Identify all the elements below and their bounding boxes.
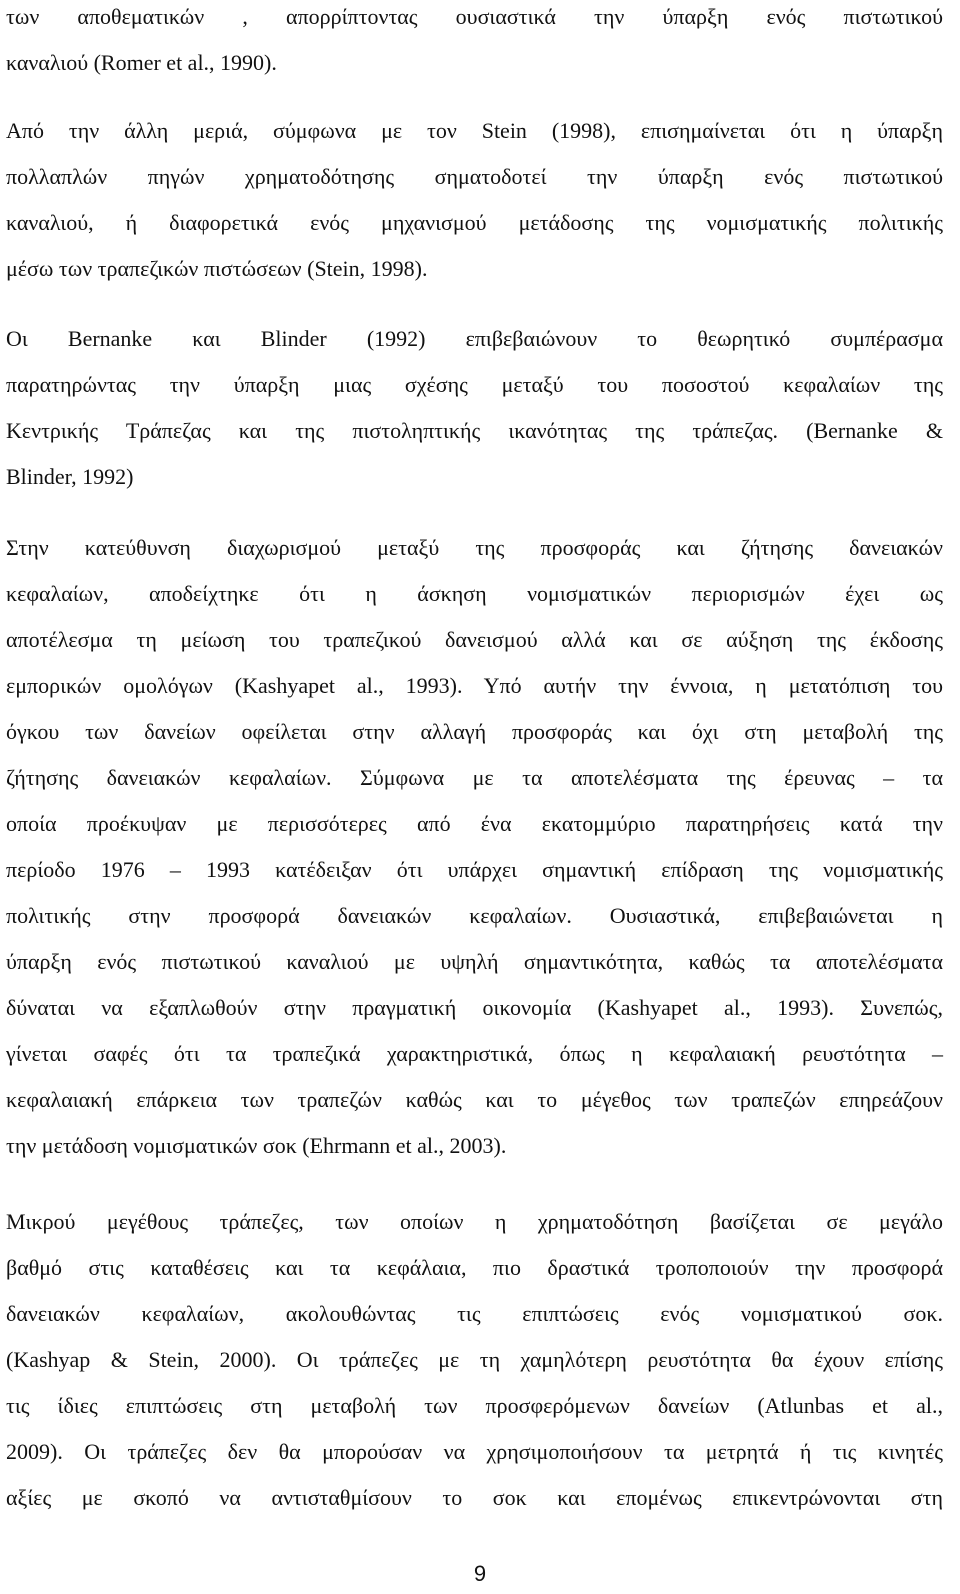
paragraph-line: ζήτησης δανειακών κεφαλαίων. Σύμφωνα με τα αποτελέσματα της έρευνας – τα xyxy=(6,765,943,790)
paragraph-line: Μικρού μεγέθους τράπεζες, των οποίων η χρηματοδότηση βασίζεται σε μεγάλο xyxy=(6,1209,943,1234)
paragraph-line: αποτέλεσμα τη μείωση του τραπεζικού δανεισμού αλλά και σε αύξηση της έκδοσης xyxy=(6,627,943,652)
paragraph-line: των αποθεματικών , απορρίπτοντας ουσιαστικά την ύπαρξη ενός πιστωτικού xyxy=(6,4,943,29)
paragraph-1 xyxy=(6,0,943,86)
paragraph-5 xyxy=(6,1199,943,1521)
paragraph-2 xyxy=(6,108,943,292)
paragraph-line: Οι Bernanke και Blinder (1992) επιβεβαιώνουν το θεωρητικό συμπέρασμα xyxy=(6,326,943,351)
paragraph-line: Κεντρικής Τράπεζας και της πιστοληπτικής ικανότητας της τράπεζας. (Bernanke & xyxy=(6,418,943,443)
paragraph-line: βαθμό στις καταθέσεις και τα κεφάλαια, πιο δραστικά τροποποιούν την προσφορά xyxy=(6,1255,943,1280)
paragraph-line: κεφαλαίων, αποδείχτηκε ότι η άσκηση νομισματικών περιορισμών έχει ως xyxy=(6,581,943,606)
paragraph-line: όγκου των δανείων οφείλεται στην αλλαγή προσφοράς και όχι στη μεταβολή της xyxy=(6,719,943,744)
paragraph-line: ύπαρξη ενός πιστωτικού καναλιού με υψηλή σημαντικότητα, καθώς τα αποτελέσματα xyxy=(6,949,943,974)
paragraph-line: καναλιού (Romer et al., 1990). xyxy=(6,50,277,75)
paragraph-line: οποία προέκυψαν με περισσότερες από ένα εκατομμύριο παρατηρήσεις κατά την xyxy=(6,811,943,836)
paragraph-line: καναλιού, ή διαφορετικά ενός μηχανισμού μετάδοσης της νομισματικής πολιτικής xyxy=(6,210,943,235)
paragraph-4 xyxy=(6,525,943,1169)
paragraph-line: δύναται να εξαπλωθούν στην πραγματική οικονομία (Kashyapet al., 1993). Συνεπώς, xyxy=(6,995,943,1020)
paragraph-3 xyxy=(6,316,943,500)
paragraph-line: γίνεται σαφές ότι τα τραπεζικά χαρακτηριστικά, όπως η κεφαλαιακή ρευστότητα – xyxy=(6,1041,943,1066)
paragraph-line: κεφαλαιακή επάρκεια των τραπεζών καθώς και το μέγεθος των τραπεζών επηρεάζουν xyxy=(6,1087,943,1112)
paragraph-line: Από την άλλη μεριά, σύμφωνα με τον Stein (1998), επισημαίνεται ότι η ύπαρξη xyxy=(6,118,943,143)
paragraph-line: περίοδο 1976 – 1993 κατέδειξαν ότι υπάρχει σημαντική επίδραση της νομισματικής xyxy=(6,857,943,882)
paragraph-line: παρατηρώντας την ύπαρξη μιας σχέσης μεταξύ του ποσοστού κεφαλαίων της xyxy=(6,372,943,397)
paragraph-line: τις ίδιες επιπτώσεις στη μεταβολή των προσφερόμενων δανείων (Atlunbas et al., xyxy=(6,1393,943,1418)
paragraph-line: (Kashyap & Stein, 2000). Οι τράπεζες με τη χαμηλότερη ρευστότητα θα έχουν επίσης xyxy=(6,1347,943,1372)
paragraph-line: δανειακών κεφαλαίων, ακολουθώντας τις επιπτώσεις ενός νομισματικού σοκ. xyxy=(6,1301,943,1326)
paragraph-line: πολλαπλών πηγών χρηματοδότησης σηματοδοτεί την ύπαρξη ενός πιστωτικού xyxy=(6,164,943,189)
paragraph-line: την μετάδοση νομισματικών σοκ (Ehrmann et al., 2003). xyxy=(6,1133,507,1158)
paragraph-line: μέσω των τραπεζικών πιστώσεων (Stein, 1998). xyxy=(6,256,428,281)
paragraph-line: αξίες με σκοπό να αντισταθμίσουν το σοκ και επομένως επικεντρώνονται στη xyxy=(6,1485,943,1510)
paragraph-line: πολιτικής στην προσφορά δανειακών κεφαλαίων. Ουσιαστικά, επιβεβαιώνεται η xyxy=(6,903,943,928)
paragraph-line: Στην κατεύθυνση διαχωρισμού μεταξύ της προσφοράς και ζήτησης δανειακών xyxy=(6,535,943,560)
paragraph-line: Blinder, 1992) xyxy=(6,464,134,489)
paragraph-line: 2009). Οι τράπεζες δεν θα μπορούσαν να χρησιμοποιήσουν τα μετρητά ή τις κινητές xyxy=(6,1439,943,1464)
page-number: 9 xyxy=(473,1561,487,1586)
paragraph-line: εμπορικών ομολόγων (Kashyapet al., 1993). Υπό αυτήν την έννοια, η μετατόπιση του xyxy=(6,673,943,698)
